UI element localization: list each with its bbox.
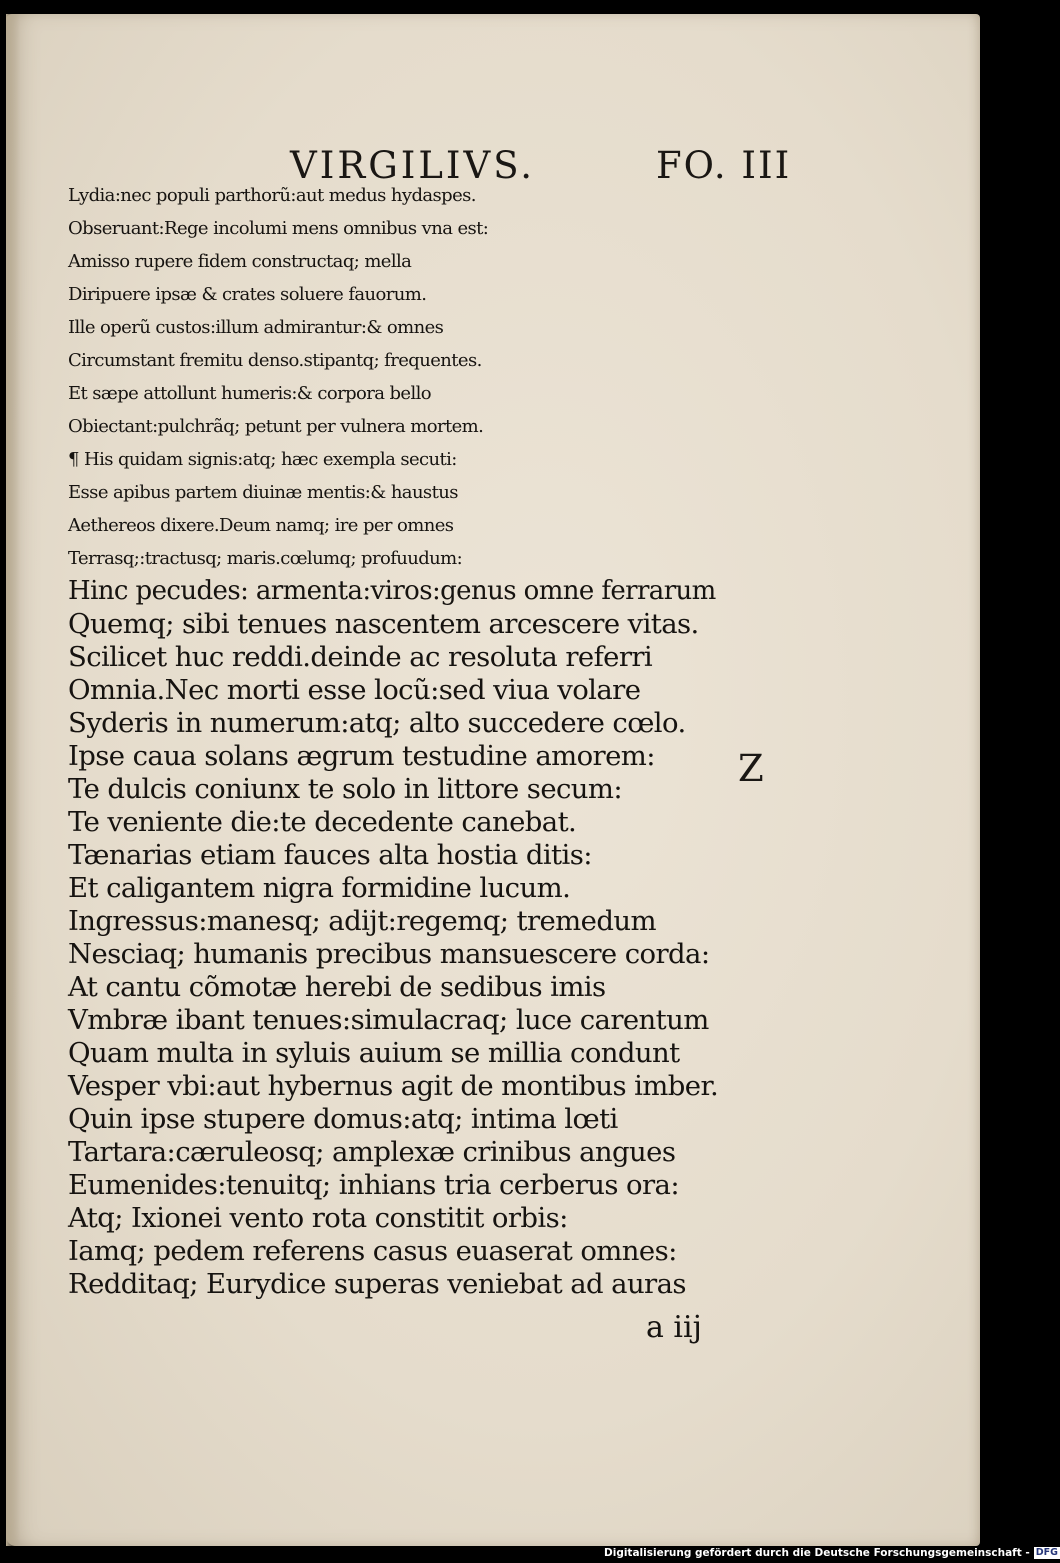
- verse-line: Eumenides:tenuitq; inhians tria cerberus ora:: [68, 1169, 679, 1201]
- verse-line: ¶ His quidam signis:atq; hæc exempla secuti:: [68, 449, 457, 470]
- running-title: VIRGILIVS.: [290, 144, 536, 187]
- verse-line: Obseruant:Rege incolumi mens omnibus vna est:: [68, 218, 489, 239]
- verse-line: Ingressus:manesq; adijt:regemq; tremedum: [68, 905, 656, 937]
- verse-line: Quin ipse stupere domus:atq; intima lœti: [68, 1103, 618, 1135]
- verse-line: Lydia:nec populi parthorũ:aut medus hydaspes.: [68, 185, 476, 206]
- verse-line: Esse apibus partem diuinæ mentis:& haustus: [68, 482, 458, 503]
- digitization-credit: [604, 1546, 1060, 1561]
- verse-line: Tænarias etiam fauces alta hostia ditis:: [68, 839, 592, 871]
- verse-line: Te veniente die:te decedente canebat.: [68, 806, 577, 838]
- verse-line: Syderis in numerum:atq; alto succedere cœlo.: [68, 707, 686, 739]
- verse-line: Et caligantem nigra formidine lucum.: [68, 872, 571, 904]
- verse-line: Atq; Ixionei vento rota constitit orbis:: [68, 1202, 568, 1234]
- verse-line: Omnia.Nec morti esse locũ:sed viua volare: [68, 674, 641, 706]
- verse-line: Amisso rupere fidem constructaq; mella: [68, 251, 412, 272]
- verse-line: Redditaq; Eurydice superas veniebat ad auras: [68, 1268, 686, 1300]
- verse-line: Vesper vbi:aut hybernus agit de montibus imber.: [68, 1070, 719, 1102]
- verse-line: Aethereos dixere.Deum namq; ire per omnes: [68, 515, 454, 536]
- verse-line: At cantu cõmotæ herebi de sedibus imis: [68, 971, 606, 1003]
- folio-number: FO. III: [656, 144, 792, 187]
- verse-list: [68, 179, 718, 1301]
- verse-line: Circumstant fremitu denso.stipantq; frequentes.: [68, 350, 482, 371]
- verse-line: Vmbræ ibant tenues:simulacraq; luce carentum: [68, 1004, 709, 1036]
- verse-line: Scilicet huc reddi.deinde ac resoluta referri: [68, 641, 653, 673]
- verse-line: Diripuere ipsæ & crates soluere fauorum.: [68, 284, 427, 305]
- verse-line: Terrasq;:tractusq; maris.cœlumq; profuudum:: [68, 548, 463, 569]
- verse-line: Ille operũ custos:illum admirantur:& omnes: [68, 317, 444, 338]
- verse-line: Tartara:cæruleosq; amplexæ crinibus angues: [68, 1136, 676, 1168]
- verse-line: Hinc pecudes: armenta:viros:genus omne ferrarum: [68, 576, 716, 606]
- verse-line: Obiectant:pulchrãq; petunt per vulnera mortem.: [68, 416, 484, 437]
- verse-line: Nesciaq; humanis precibus mansuescere corda:: [68, 938, 710, 970]
- page-gutter: [6, 14, 20, 1546]
- dfg-logo: DFG: [1035, 1547, 1058, 1558]
- verse-line: Et sæpe attollunt humeris:& corpora bello: [68, 383, 432, 404]
- credit-text: Digitalisierung gefördert durch die Deutsche Forschungsgemeinschaft -: [604, 1547, 1030, 1559]
- signature-mark: a iij: [646, 1310, 702, 1345]
- verse-line: Ipse caua solans ægrum testudine amorem:: [68, 740, 655, 772]
- verse-line: Quam multa in syluis auium se millia condunt: [68, 1037, 680, 1069]
- verse-line: Quemq; sibi tenues nascentem arcescere vitas.: [68, 608, 699, 640]
- book-page: [6, 14, 980, 1546]
- verse-line: Iamq; pedem referens casus euaserat omnes:: [68, 1235, 677, 1267]
- verse-line: Te dulcis coniunx te solo in littore secum:: [68, 773, 623, 805]
- marginal-note: Z: [738, 747, 764, 790]
